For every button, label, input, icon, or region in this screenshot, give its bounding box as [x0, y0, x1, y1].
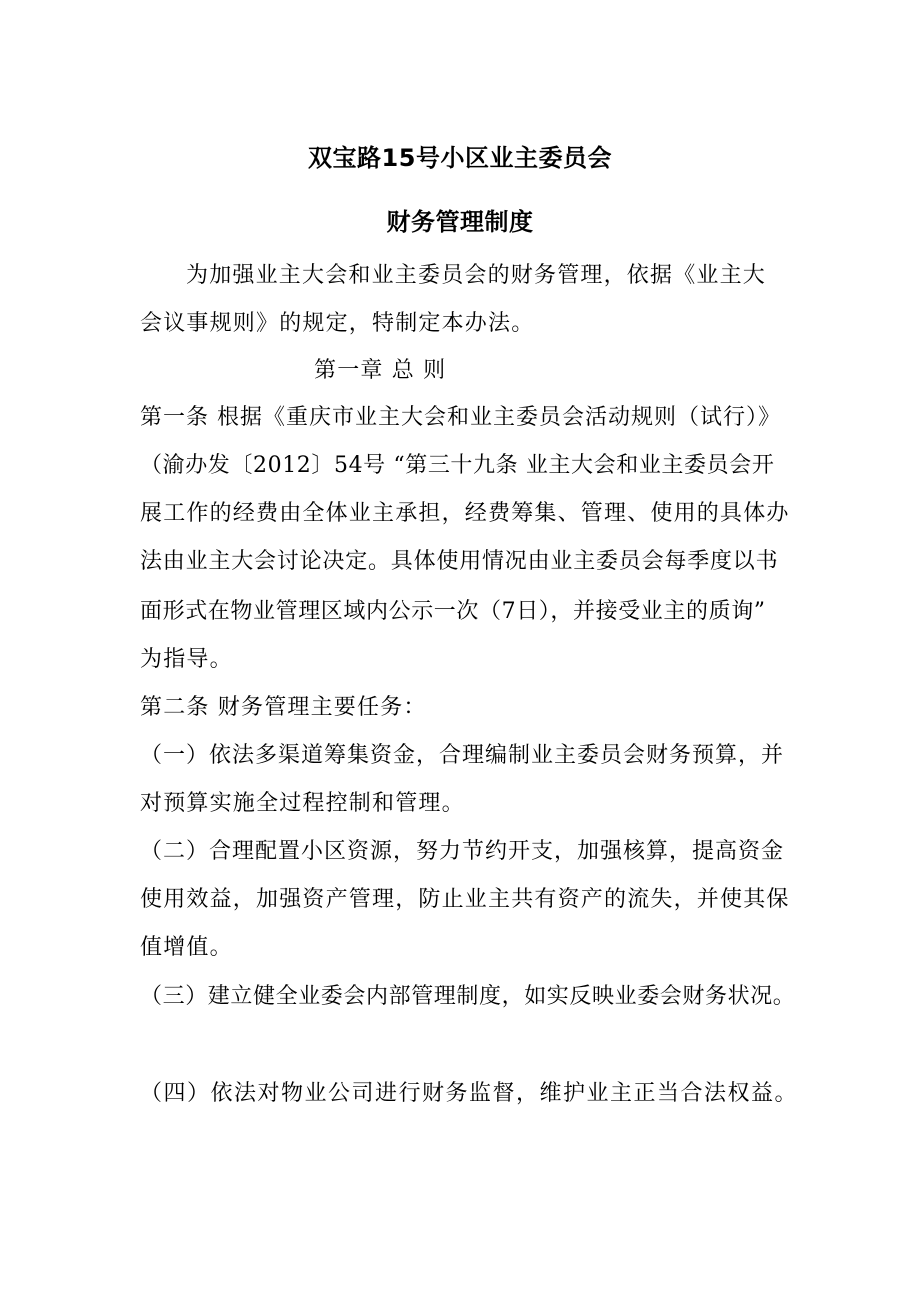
task-item-2-line: 值增值。: [140, 935, 233, 960]
task-item-1-line: （一）依法多渠道筹集资金，合理编制业主委员会财务预算，并: [140, 743, 785, 768]
document-title: 双宝路15号小区业主委员会: [308, 144, 612, 172]
intro-paragraph-line: 会议事规则》的规定，特制定本办法。: [140, 311, 535, 336]
article-1-line: 为指导。: [140, 647, 233, 672]
article-2-heading: 第二条 财务管理主要任务：: [140, 695, 427, 720]
article-1-line: 面形式在物业管理区域内公示一次（7日），并接受业主的质询”: [140, 599, 766, 624]
task-item-3-line: （三）建立健全业委会内部管理制度，如实反映业委会财务状况。: [140, 984, 796, 1009]
article-1-line: 展工作的经费由全体业主承担，经费筹集、管理、使用的具体办: [140, 501, 790, 526]
task-item-1-line: 对预算实施全过程控制和管理。: [140, 791, 465, 816]
task-item-4-line: （四）依法对物业公司进行财务监督，维护业主正当合法权益。: [140, 1081, 799, 1106]
article-1-line: 法由业主大会讨论决定。具体使用情况由业主委员会每季度以书: [140, 549, 779, 574]
task-item-2-line: （二）合理配置小区资源，努力节约开支，加强核算，提高资金: [140, 839, 785, 864]
chapter-heading: 第一章 总 则: [314, 358, 447, 383]
task-item-2-line: 使用效益，加强资产管理，防止业主共有资产的流失，并使其保: [140, 887, 790, 912]
intro-paragraph-line: 为加强业主大会和业主委员会的财务管理，依据《业主大: [186, 263, 767, 288]
article-1-line: 第一条 根据《重庆市业主大会和业主委员会活动规则（试行）》: [140, 405, 781, 430]
article-1-line: （渝办发〔2012〕54号 “第三十九条 业主大会和业主委员会开: [140, 453, 775, 478]
document-subtitle: 财务管理制度: [386, 208, 534, 236]
